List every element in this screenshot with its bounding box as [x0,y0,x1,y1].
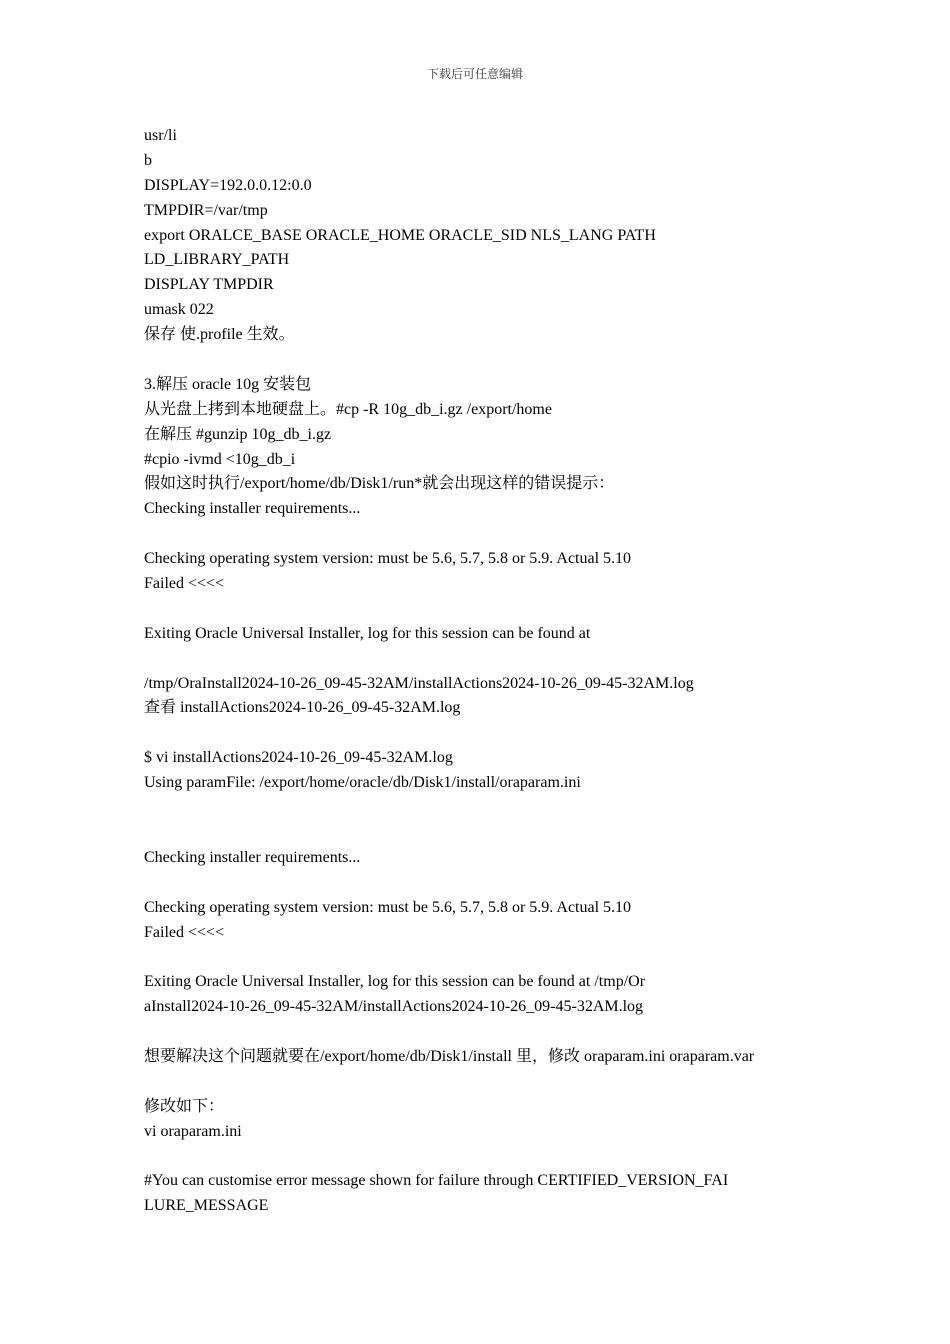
text-line: #You can customise error message shown for failure through CERTIFIED_VERSION_FAI [144,1172,729,1190]
text-line: b [144,151,152,169]
text-line: TMPDIR=/var/tmp [144,201,268,219]
text-line: export ORALCE_BASE ORACLE_HOME ORACLE_SID NLS_LANG PATH [144,226,656,244]
text-line: Checking installer requirements... [144,848,361,866]
blank-line [144,871,804,896]
text-line: Failed <<<< [144,923,225,941]
blank-line [144,1070,804,1095]
text-line: usr/li [144,127,177,144]
blank-line [144,721,804,746]
blank-line [144,1020,804,1045]
blank-line [144,945,804,970]
text-line: 在解压 #gunzip 10g_db_i.gz [144,425,332,443]
blank-line [144,348,804,373]
text-line: 修改如下： [144,1097,225,1115]
text-line: DISPLAY=192.0.0.12:0.0 [144,176,312,194]
text-line: Exiting Oracle Universal Installer, log for this session can be found at [144,624,591,642]
text-line: vi oraparam.ini [144,1122,242,1140]
text-line: 查看 installActions2024-10-26_09-45-32AM.log [144,699,461,717]
text-line: 想要解决这个问题就要在/export/home/db/Disk1/install 里，修改 oraparam.ini oraparam.var [144,1047,755,1065]
text-line: 保存 使.profile 生效。 [144,326,295,344]
text-line: 从光盘上拷到本地硬盘上。#cp -R 10g_db_i.gz /export/home [144,400,552,418]
blank-line [144,1145,804,1170]
text-line: Using paramFile: /export/home/oracle/db/Disk1/install/oraparam.ini [144,774,581,792]
document-body [144,124,804,1219]
text-line: aInstall2024-10-26_09-45-32AM/installActions2024-10-26_09-45-32AM.log [144,998,644,1016]
blank-line [144,796,804,821]
text-line: #cpio -ivmd <10g_db_i [144,450,296,468]
section-heading: 3.解压 oracle 10g 安装包 [144,375,312,393]
text-line: Checking operating system version: must be 5.6, 5.7, 5.8 or 5.9. Actual 5.10 [144,550,632,568]
text-line: Checking installer requirements... [144,500,361,518]
text-line: /tmp/OraInstall2024-10-26_09-45-32AM/installActions2024-10-26_09-45-32AM.log [144,674,694,692]
text-line: 假如这时执行/export/home/db/Disk1/run*就会出现这样的错误提示： [144,475,615,493]
text-line: LD_LIBRARY_PATH [144,251,290,269]
text-line: DISPLAY TMPDIR [144,276,274,294]
text-line: Failed <<<< [144,575,225,593]
blank-line [144,821,804,846]
blank-line [144,647,804,672]
blank-line [144,597,804,622]
text-line: Exiting Oracle Universal Installer, log for this session can be found at /tmp/Or [144,973,646,991]
text-line: $ vi installActions2024-10-26_09-45-32AM.log [144,749,453,767]
text-line: Checking operating system version: must be 5.6, 5.7, 5.8 or 5.9. Actual 5.10 [144,898,632,916]
blank-line [144,522,804,547]
text-line: LURE_MESSAGE [144,1197,269,1215]
page-header: 下载后可任意编辑 [426,67,523,81]
text-line: umask 022 [144,301,214,319]
